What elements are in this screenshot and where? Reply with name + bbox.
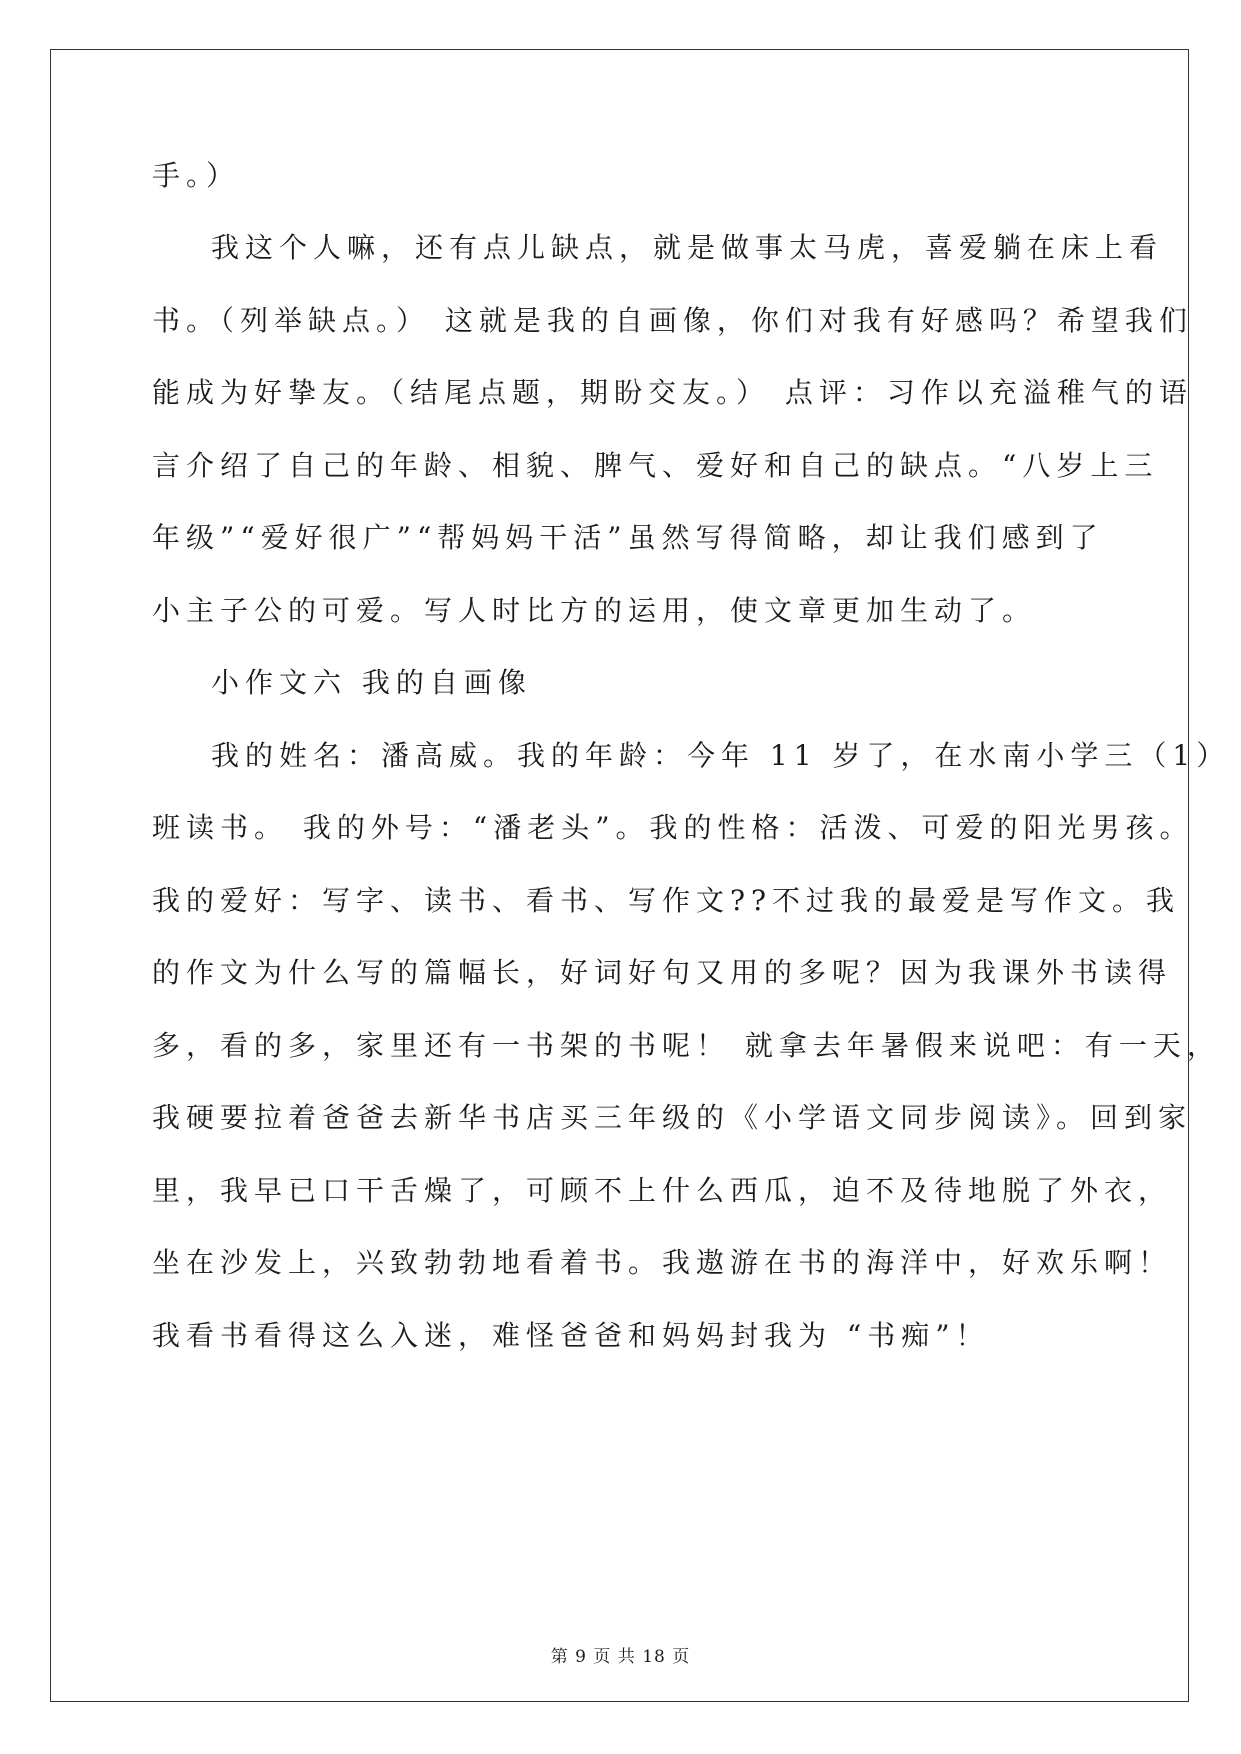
text-line: 多，看的多，家里还有一书架的书呢！ 就拿去年暑假来说吧：有一天， bbox=[152, 1029, 1221, 1062]
page-number-footer: 第 9 页 共 18 页 bbox=[550, 1647, 691, 1667]
text-line: 能成为好挚友。（结尾点题，期盼交友。） 点评：习作以充溢稚气的语 bbox=[152, 376, 1193, 409]
text-line: 手。） bbox=[152, 159, 241, 192]
text-line: 我的爱好：写字、读书、看书、写作文??不过我的最爱是写作文。我 bbox=[152, 884, 1181, 917]
text-line: 小主子公的可爱。写人时比方的运用，使文章更加生动了。 bbox=[152, 594, 1037, 627]
text-line: 言介绍了自己的年龄、相貌、脾气、爱好和自己的缺点。“八岁上三 bbox=[152, 449, 1159, 482]
text-line: 年级”“爱好很广”“帮妈妈干活”虽然写得简略，却让我们感到了 bbox=[152, 521, 1104, 554]
page-border bbox=[50, 49, 1189, 1702]
section-heading: 小作文六 我的自画像 bbox=[211, 666, 532, 699]
text-line: 书。（列举缺点。） 这就是我的自画像，你们对我有好感吗？希望我们 bbox=[152, 304, 1193, 337]
text-line: 坐在沙发上，兴致勃勃地看着书。我遨游在书的海洋中，好欢乐啊！ bbox=[152, 1246, 1173, 1279]
text-line: 班读书。 我的外号：“潘老头”。我的性格：活泼、可爱的阳光男孩。 bbox=[152, 811, 1194, 844]
text-line: 我这个人嘛，还有点儿缺点，就是做事太马虎，喜爱躺在床上看 bbox=[211, 231, 1164, 264]
text-line: 我硬要拉着爸爸去新华书店买三年级的《小学语文同步阅读》。回到家 bbox=[152, 1101, 1193, 1134]
text-line: 我的姓名：潘高威。我的年龄：今年 11 岁了，在水南小学三（1） bbox=[211, 739, 1231, 772]
text-line: 里，我早已口干舌燥了，可顾不上什么西瓜，迫不及待地脱了外衣， bbox=[152, 1174, 1173, 1207]
text-line: 我看书看得这么入迷，难怪爸爸和妈妈封我为 “书痴”！ bbox=[152, 1319, 990, 1352]
text-line: 的作文为什么写的篇幅长，好词好句又用的多呢？因为我课外书读得 bbox=[152, 956, 1173, 989]
